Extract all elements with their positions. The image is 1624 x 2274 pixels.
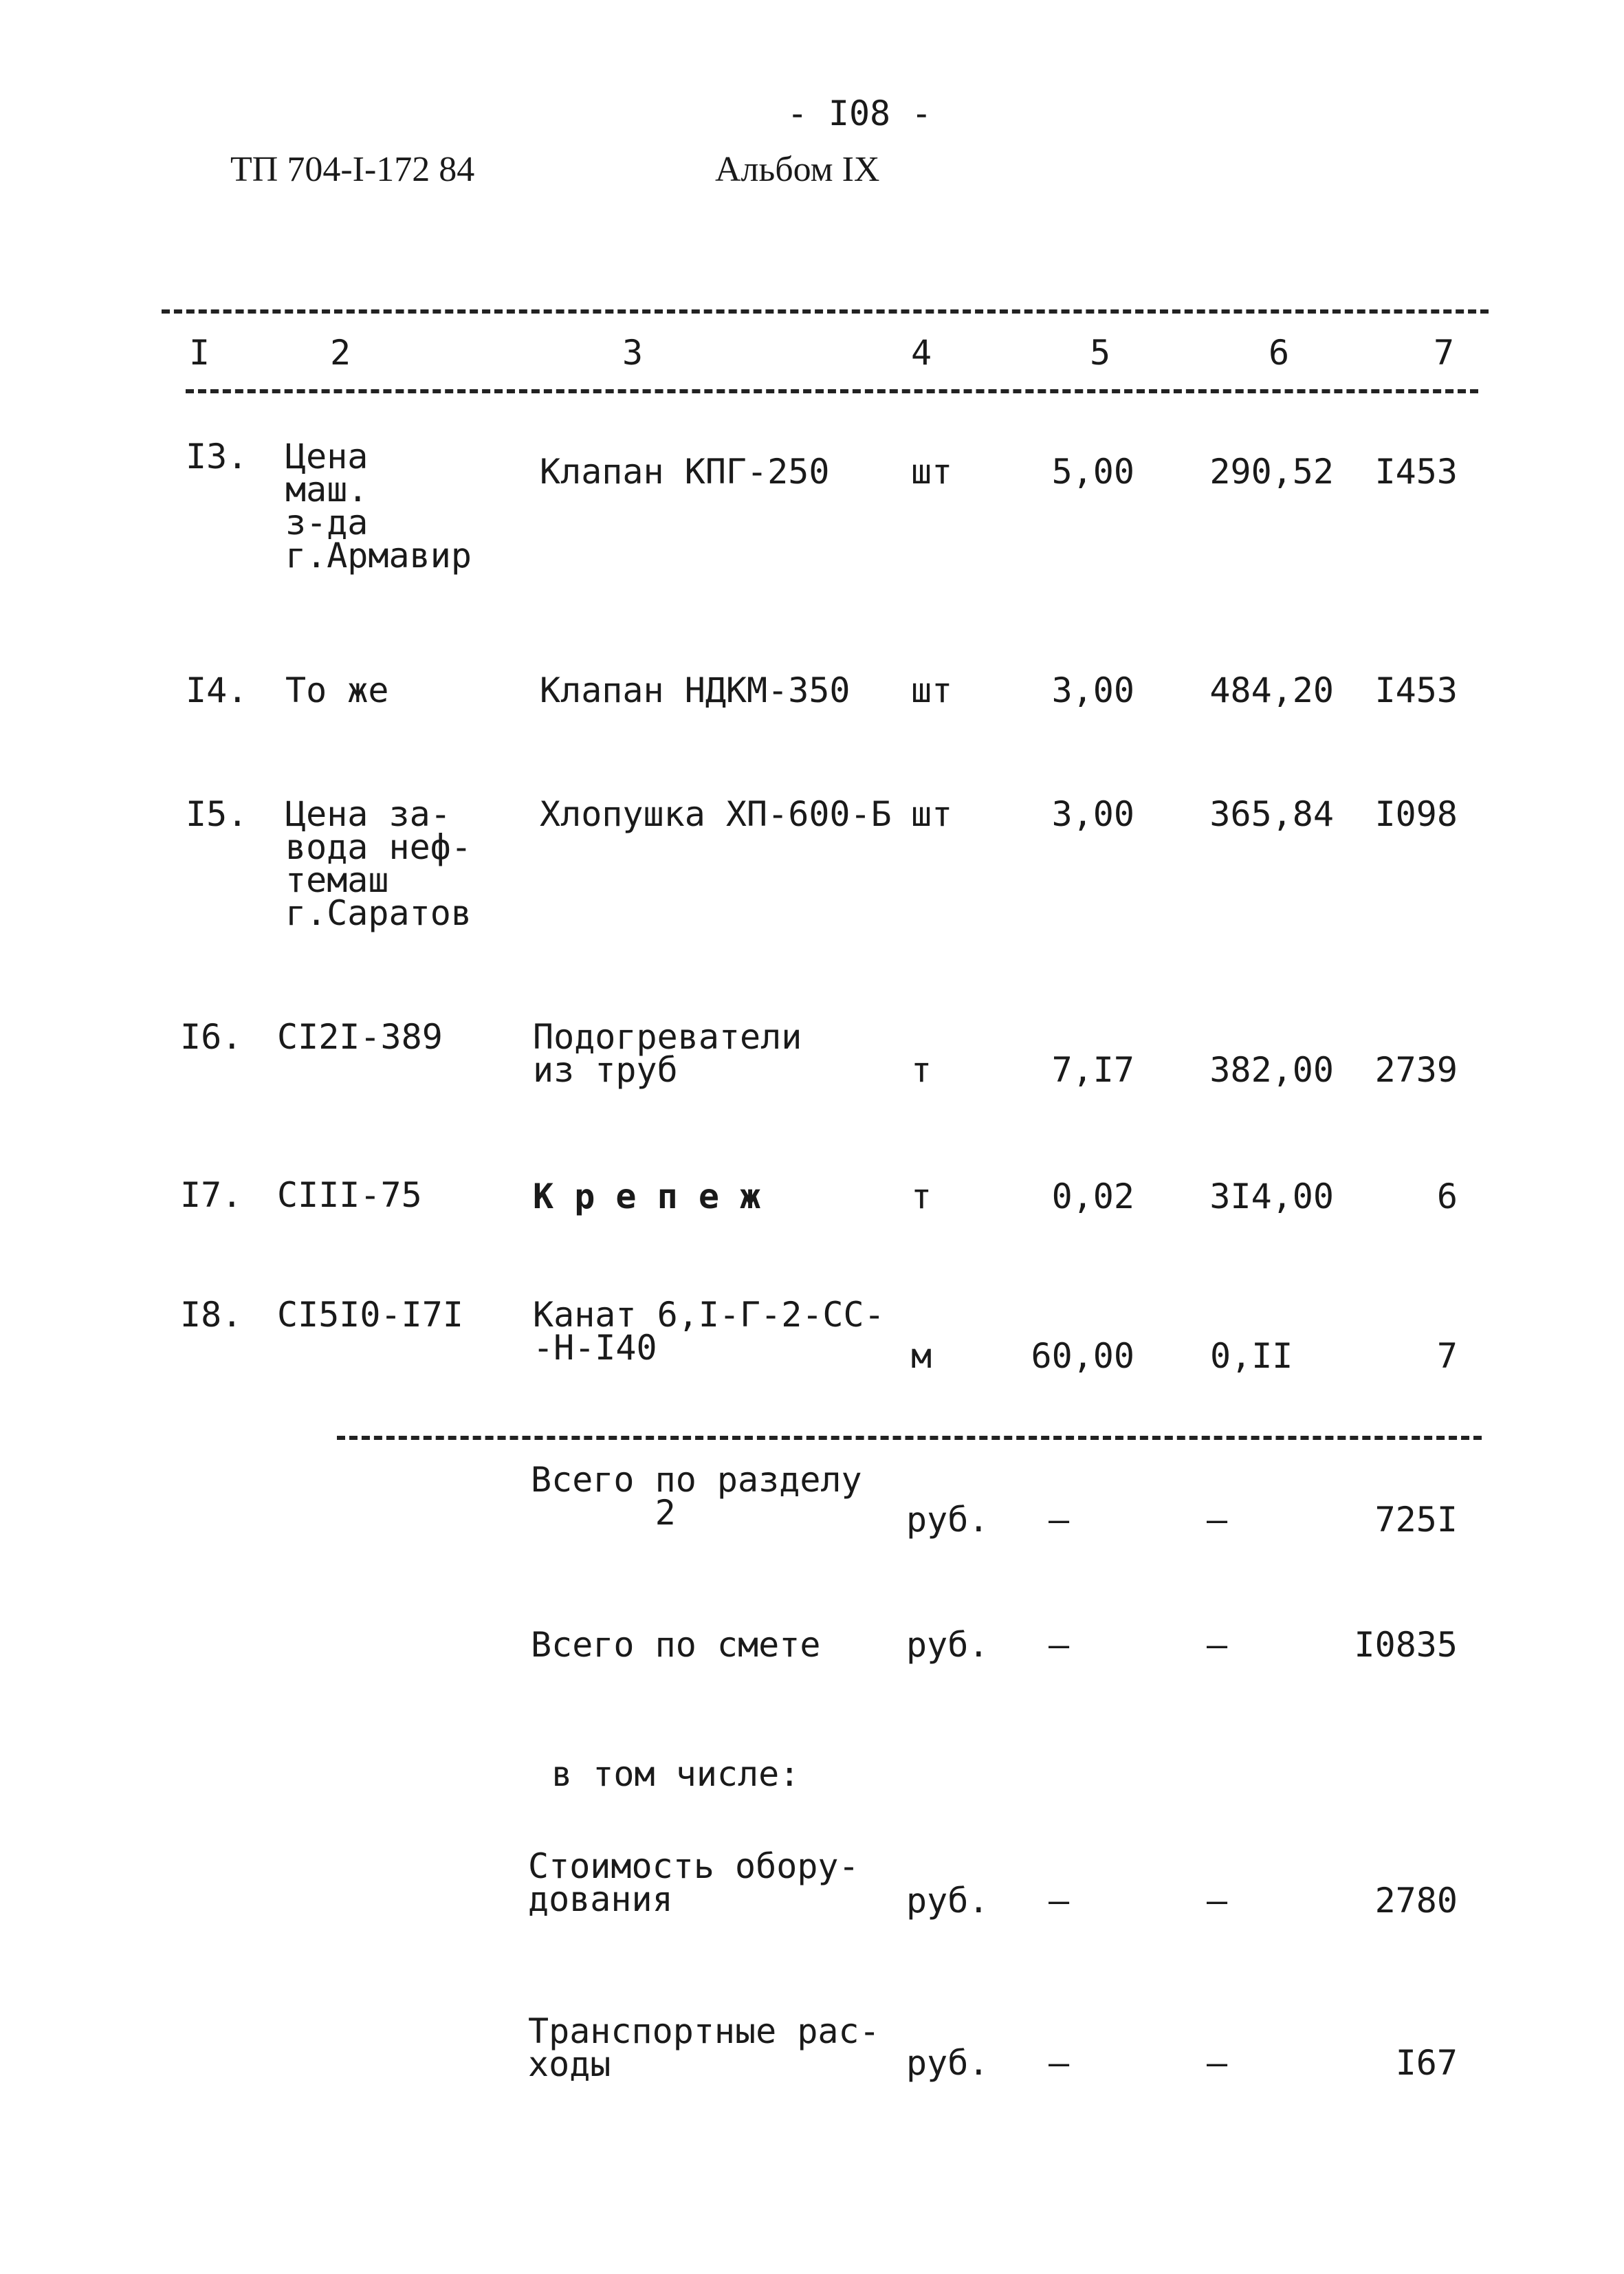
item-total: I453 xyxy=(1374,670,1458,710)
item-total: I453 xyxy=(1374,452,1458,492)
item-quantity: 3,00 xyxy=(1051,794,1134,834)
table-top-rule xyxy=(162,309,1489,314)
summary-label: Стоимость обору- дования xyxy=(528,1846,859,1919)
item-price: 290,52 xyxy=(1209,452,1334,492)
summary-price: – xyxy=(1206,2043,1228,2083)
page-number: - I08 - xyxy=(787,94,932,133)
price-source: CI2I-389 xyxy=(277,1017,443,1057)
item-unit: т xyxy=(911,1177,932,1216)
summary-price: – xyxy=(1206,1881,1228,1921)
price-source: Цена маш. з-да г.Армавир xyxy=(285,437,472,576)
item-price: 382,00 xyxy=(1209,1050,1334,1090)
price-source: Цена за- вода неф- темаш г.Саратов xyxy=(285,794,472,933)
item-name: Клапан НДКМ-350 xyxy=(540,670,851,710)
summary-qty: – xyxy=(1048,1500,1070,1540)
item-unit: т xyxy=(911,1050,932,1090)
document-code: ТП 704-I-172 84 xyxy=(230,150,475,189)
price-source: То же xyxy=(285,670,389,710)
summary-label: Всего по разделу 2 xyxy=(531,1460,862,1533)
summary-price: – xyxy=(1206,1500,1228,1540)
item-total: 2739 xyxy=(1374,1050,1458,1090)
column-header: 5 xyxy=(1089,333,1111,373)
price-source: CI5I0-I7I xyxy=(277,1295,463,1335)
row-number: I7. xyxy=(180,1175,243,1215)
summary-unit: руб. xyxy=(906,1500,989,1540)
item-name: Клапан КПГ-250 xyxy=(540,452,830,492)
item-quantity: 5,00 xyxy=(1051,452,1134,492)
item-price: 484,20 xyxy=(1209,670,1334,710)
item-price: 3I4,00 xyxy=(1209,1177,1334,1216)
column-header: 4 xyxy=(910,333,932,373)
item-name: Подогреватели из труб xyxy=(533,1017,802,1090)
summary-unit: руб. xyxy=(906,1625,989,1665)
header-bottom-rule xyxy=(186,389,1478,393)
item-price: 0,II xyxy=(1210,1336,1293,1376)
item-unit: шт xyxy=(911,794,953,834)
item-name: Канат 6,I-Г-2-СС- -Н-I40 xyxy=(533,1295,885,1368)
summary-subheading: в том числе: xyxy=(531,1754,800,1794)
row-number: I4. xyxy=(186,670,248,710)
column-header: 3 xyxy=(622,333,644,373)
summary-qty: – xyxy=(1048,2043,1070,2083)
item-name: К р е п е ж xyxy=(533,1177,761,1216)
item-total: 7 xyxy=(1436,1336,1458,1376)
row-number: I5. xyxy=(186,794,248,834)
column-header: 2 xyxy=(329,333,351,373)
row-number: I8. xyxy=(180,1295,243,1335)
summary-total: 725I xyxy=(1374,1500,1458,1540)
summary-total: I0835 xyxy=(1354,1625,1458,1665)
summary-unit: руб. xyxy=(906,1881,989,1921)
item-unit: шт xyxy=(911,452,953,492)
item-unit: м xyxy=(911,1336,932,1376)
row-number: I6. xyxy=(180,1017,243,1057)
section-separator-rule xyxy=(337,1436,1482,1440)
column-header: 6 xyxy=(1268,333,1290,373)
price-source: CIII-75 xyxy=(277,1175,422,1215)
summary-total: 2780 xyxy=(1374,1881,1458,1921)
summary-unit: руб. xyxy=(906,2043,989,2083)
summary-qty: – xyxy=(1048,1625,1070,1665)
item-price: 365,84 xyxy=(1209,794,1334,834)
column-header: I xyxy=(188,333,210,373)
item-total: 6 xyxy=(1436,1177,1458,1216)
row-number: I3. xyxy=(186,437,248,477)
summary-price: – xyxy=(1206,1625,1228,1665)
item-quantity: 60,00 xyxy=(1031,1336,1134,1376)
item-total: I098 xyxy=(1374,794,1458,834)
item-name: Хлопушка ХП-600-Б xyxy=(540,794,892,834)
item-unit: шт xyxy=(911,670,953,710)
summary-qty: – xyxy=(1048,1881,1070,1921)
album-label: Альбом IX xyxy=(715,150,880,189)
summary-label: Всего по смете xyxy=(531,1625,821,1665)
summary-total: I67 xyxy=(1395,2043,1458,2083)
column-header: 7 xyxy=(1433,333,1455,373)
item-quantity: 7,I7 xyxy=(1051,1050,1134,1090)
item-quantity: 3,00 xyxy=(1051,670,1134,710)
item-quantity: 0,02 xyxy=(1051,1177,1134,1216)
summary-label: Транспортные рас- ходы xyxy=(528,2011,880,2084)
